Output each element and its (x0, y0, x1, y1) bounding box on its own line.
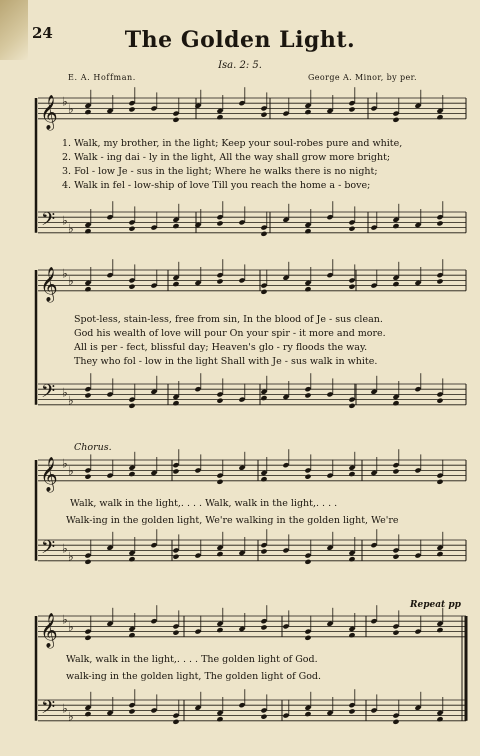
system-1-treble-note (348, 106, 355, 112)
system-2-treble-flat-icon: ♭ (68, 274, 74, 289)
system-3-bass-note (348, 556, 355, 562)
system-1-bass-note (128, 226, 135, 232)
system-4-treble-note (436, 627, 443, 633)
system-4-treble-flat-icon: ♭ (68, 620, 74, 635)
system-1-treble-note (304, 109, 311, 115)
system-3-treble-note (304, 474, 311, 480)
system-4-bass-note (348, 708, 355, 714)
system-1-treble-note (172, 117, 179, 123)
system-1-bass-note (392, 223, 399, 229)
page-number: 24 (32, 24, 53, 42)
repeat-pp-mark: Repeat pp (410, 600, 461, 610)
chorus-line-1-top: Walk, walk in the light,. . . . Walk, walk in the light,. . . . (70, 498, 338, 509)
hymn-title: The Golden Light. (124, 27, 356, 53)
system-3-bass-note (436, 551, 443, 557)
verse-line-7: All is per - fect, blissful day; Heaven's glo - ry floods the way. (74, 342, 368, 353)
system-2-bass-flat-icon: ♭ (62, 385, 68, 400)
system-3-treble-note (392, 468, 399, 474)
system-3-treble-flat-icon: ♭ (68, 464, 74, 479)
system-1-bass-note (348, 226, 355, 232)
system-2-bass-note (304, 392, 311, 398)
system-1-bass-note (216, 220, 223, 226)
system-1-treble-flat-icon: ♭ (68, 102, 74, 117)
system-3-bass-flat-icon: ♭ (68, 549, 74, 564)
system-4-treble-note (84, 635, 91, 641)
system-4-treble-note (304, 635, 311, 641)
system-4-bass-note (216, 716, 223, 722)
system-2-treble-note (128, 284, 135, 290)
system-4-treble-note (348, 632, 355, 638)
system-3-bass-clef-icon: 𝄢 (41, 537, 56, 563)
system-4-treble-note (216, 627, 223, 633)
composer-credit: George A. Minor, by per. (308, 73, 417, 82)
chorus-line-1-bottom: Walk-ing in the golden light, We're walking in the golden light, We're (66, 515, 399, 526)
system-2-bass-clef-icon: 𝄢 (41, 381, 56, 407)
system-1-treble-note (436, 114, 443, 120)
system-2-treble-note (172, 281, 179, 287)
system-4-bass-clef-icon: 𝄢 (41, 697, 56, 723)
verse-line-6: God his wealth of love will pour On your spir - it more and more. (74, 328, 386, 339)
verse-line-4: 4. Walk in fel - low-ship of love Till you reach the home a - bove; (62, 180, 371, 191)
system-4-bass-flat-icon: ♭ (62, 701, 68, 716)
system-4-treble-note (172, 630, 179, 636)
system-4-bass-note (304, 711, 311, 717)
system-1-treble-note (260, 112, 267, 118)
system-3-treble-note (348, 471, 355, 477)
system-4-treble-note (260, 624, 267, 630)
system-3-bass-note (392, 554, 399, 560)
lyricist-credit: E. A. Hoffman. (68, 73, 136, 82)
system-2-treble-flat-icon: ♭ (62, 266, 68, 281)
system-2-bass-note (128, 403, 135, 409)
system-2-bass-flat-icon: ♭ (68, 393, 74, 408)
chorus-label: Chorus. (74, 442, 112, 453)
system-4-bass-note (172, 719, 179, 725)
system-1-bass-clef-icon: 𝄢 (41, 209, 56, 235)
system-4-bass-note (260, 714, 267, 720)
system-3-treble-note (436, 479, 443, 485)
system-2-treble-note (436, 278, 443, 284)
system-1-treble-note (392, 117, 399, 123)
system-3-treble-note (216, 479, 223, 485)
system-1-bass-flat-icon: ♭ (68, 221, 74, 236)
system-1-treble-clef-icon: 𝄞 (40, 94, 58, 130)
system-4-bass-note (392, 719, 399, 725)
system-2-treble-note (216, 278, 223, 284)
verse-line-3: 3. Fol - low Je - sus in the light; Where he walks there is no night; (62, 166, 378, 177)
system-4-treble-flat-icon: ♭ (62, 612, 68, 627)
system-3-treble-flat-icon: ♭ (62, 456, 68, 471)
system-2-treble-note (260, 289, 267, 295)
scripture-reference: Isa. 2: 5. (218, 60, 262, 71)
system-1-bass-note (172, 223, 179, 229)
system-2-treble-note (348, 284, 355, 290)
chorus-line-2-top: Walk, walk in the light,. . . . The golden light of God. (66, 654, 318, 665)
system-4-bass-note (128, 708, 135, 714)
system-2-bass-note (84, 392, 91, 398)
system-3-treble-note (260, 476, 267, 482)
system-2-bass-note (172, 400, 179, 406)
system-4-bass-note (84, 711, 91, 717)
system-1-treble-note (128, 106, 135, 112)
system-4-bass-note (436, 716, 443, 722)
system-2-treble-clef-icon: 𝄞 (40, 266, 58, 302)
system-3-treble-note (172, 468, 179, 474)
system-1-treble-note (84, 109, 91, 115)
system-1-treble-flat-icon: ♭ (62, 94, 68, 109)
system-3-bass-note (84, 559, 91, 565)
system-2-bass-note (436, 398, 443, 404)
system-1-bass-flat-icon: ♭ (62, 213, 68, 228)
system-3-bass-note (172, 554, 179, 560)
system-1-bass-note (304, 228, 311, 234)
system-4-treble-clef-icon: 𝄞 (40, 612, 58, 648)
system-3-bass-note (304, 559, 311, 565)
system-4-bass-flat-icon: ♭ (68, 709, 74, 724)
system-3-treble-clef-icon: 𝄞 (40, 456, 58, 492)
system-2-treble-note (392, 281, 399, 287)
system-3-bass-note (216, 551, 223, 557)
system-1-bass-note (84, 228, 91, 234)
system-2-bass-note (348, 403, 355, 409)
system-3-treble-note (128, 471, 135, 477)
verse-line-2: 2. Walk - ing dai - ly in the light, All the way shall grow more bright; (62, 152, 391, 163)
system-2-treble-note (84, 286, 91, 292)
system-3-bass-note (128, 556, 135, 562)
system-1-bass-note (436, 220, 443, 226)
verse-line-8: They who fol - low in the light Shall with Je - sus walk in white. (74, 356, 378, 367)
verse-line-5: Spot-less, stain-less, free from sin, In the blood of Je - sus clean. (74, 314, 383, 325)
system-1-bass-note (260, 231, 267, 237)
system-2-bass-note (216, 398, 223, 404)
verse-line-1: 1. Walk, my brother, in the light; Keep your soul-robes pure and white, (62, 138, 403, 149)
system-3-bass-flat-icon: ♭ (62, 541, 68, 556)
system-2-bass-note (260, 395, 267, 401)
system-4-treble-note (392, 630, 399, 636)
chorus-line-2-bottom: walk-ing in the golden light, The golden light of God. (66, 671, 322, 682)
system-1-treble-note (216, 114, 223, 120)
system-3-treble-note (84, 474, 91, 480)
system-4-treble-note (128, 632, 135, 638)
system-3-bass-note (260, 548, 267, 554)
system-2-treble-note (304, 286, 311, 292)
system-2-bass-note (392, 400, 399, 406)
